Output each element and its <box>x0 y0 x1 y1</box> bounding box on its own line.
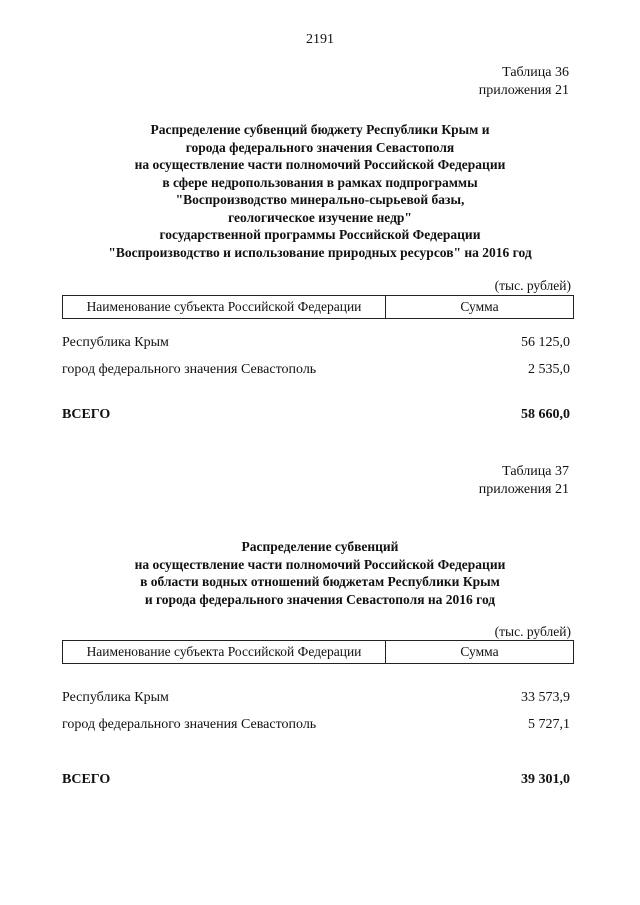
column-header-name: Наименование субъекта Российской Федерации <box>63 641 386 663</box>
title-line: в области водных отношений бюджетам Республики Крым <box>140 574 500 589</box>
table-36-title <box>40 121 600 261</box>
table-37-units: (тыс. рублей) <box>494 624 571 639</box>
row-name: город федерального значения Севастополь <box>62 717 317 732</box>
table-row <box>62 717 570 733</box>
row-name: город федерального значения Севастополь <box>62 362 317 377</box>
title-line: государственной программы Российской Федерации <box>159 227 481 242</box>
row-value: 2 535,0 <box>528 362 570 377</box>
table-37-label-block <box>479 463 569 499</box>
table-37-title <box>40 538 600 608</box>
table-36-units: (тыс. рублей) <box>494 278 571 293</box>
row-value: 33 573,9 <box>521 690 570 705</box>
row-name: Республика Крым <box>62 690 169 705</box>
title-line: "Воспроизводство и использование природных ресурсов" на 2016 год <box>108 244 532 260</box>
title-line: "Воспроизводство минерально-сырьевой базы, <box>175 192 465 207</box>
row-name: Республика Крым <box>62 335 169 350</box>
table-36-label-block <box>479 64 569 100</box>
table-total-row <box>62 407 570 423</box>
title-line: геологическое изучение недр" <box>228 209 412 225</box>
table-36-header <box>62 295 574 319</box>
total-label: ВСЕГО <box>62 772 111 787</box>
column-header-sum: Сумма <box>460 644 499 659</box>
table-total-row <box>62 772 570 788</box>
table-36-label: Таблица 36 <box>502 65 569 80</box>
title-line: на осуществление части полномочий Российской Федерации <box>134 157 506 172</box>
title-line: Распределение субвенций <box>241 539 399 554</box>
table-row <box>62 690 570 706</box>
row-value: 56 125,0 <box>521 335 570 350</box>
title-line: города федерального значения Севастополя <box>185 139 455 155</box>
title-line: и города федерального значения Севастополя на 2016 год <box>144 591 496 607</box>
total-value: 39 301,0 <box>521 772 570 787</box>
table-37-label: Таблица 37 <box>502 464 569 479</box>
column-header-name: Наименование субъекта Российской Федерации <box>63 296 386 318</box>
total-value: 58 660,0 <box>521 407 570 422</box>
table-37-appendix-label: приложения 21 <box>478 482 569 497</box>
column-header-sum: Сумма <box>460 299 499 314</box>
total-label: ВСЕГО <box>62 407 111 422</box>
table-36-appendix-label: приложения 21 <box>478 83 569 98</box>
table-37-header <box>62 640 574 664</box>
title-line: Распределение субвенций бюджету Республики Крым и <box>150 122 490 137</box>
page-number: 2191 <box>306 32 334 47</box>
title-line: на осуществление части полномочий Российской Федерации <box>134 556 506 572</box>
table-row <box>62 335 570 351</box>
title-line: в сфере недропользования в рамках подпрограммы <box>162 174 478 190</box>
row-value: 5 727,1 <box>528 717 570 732</box>
table-row <box>62 362 570 378</box>
